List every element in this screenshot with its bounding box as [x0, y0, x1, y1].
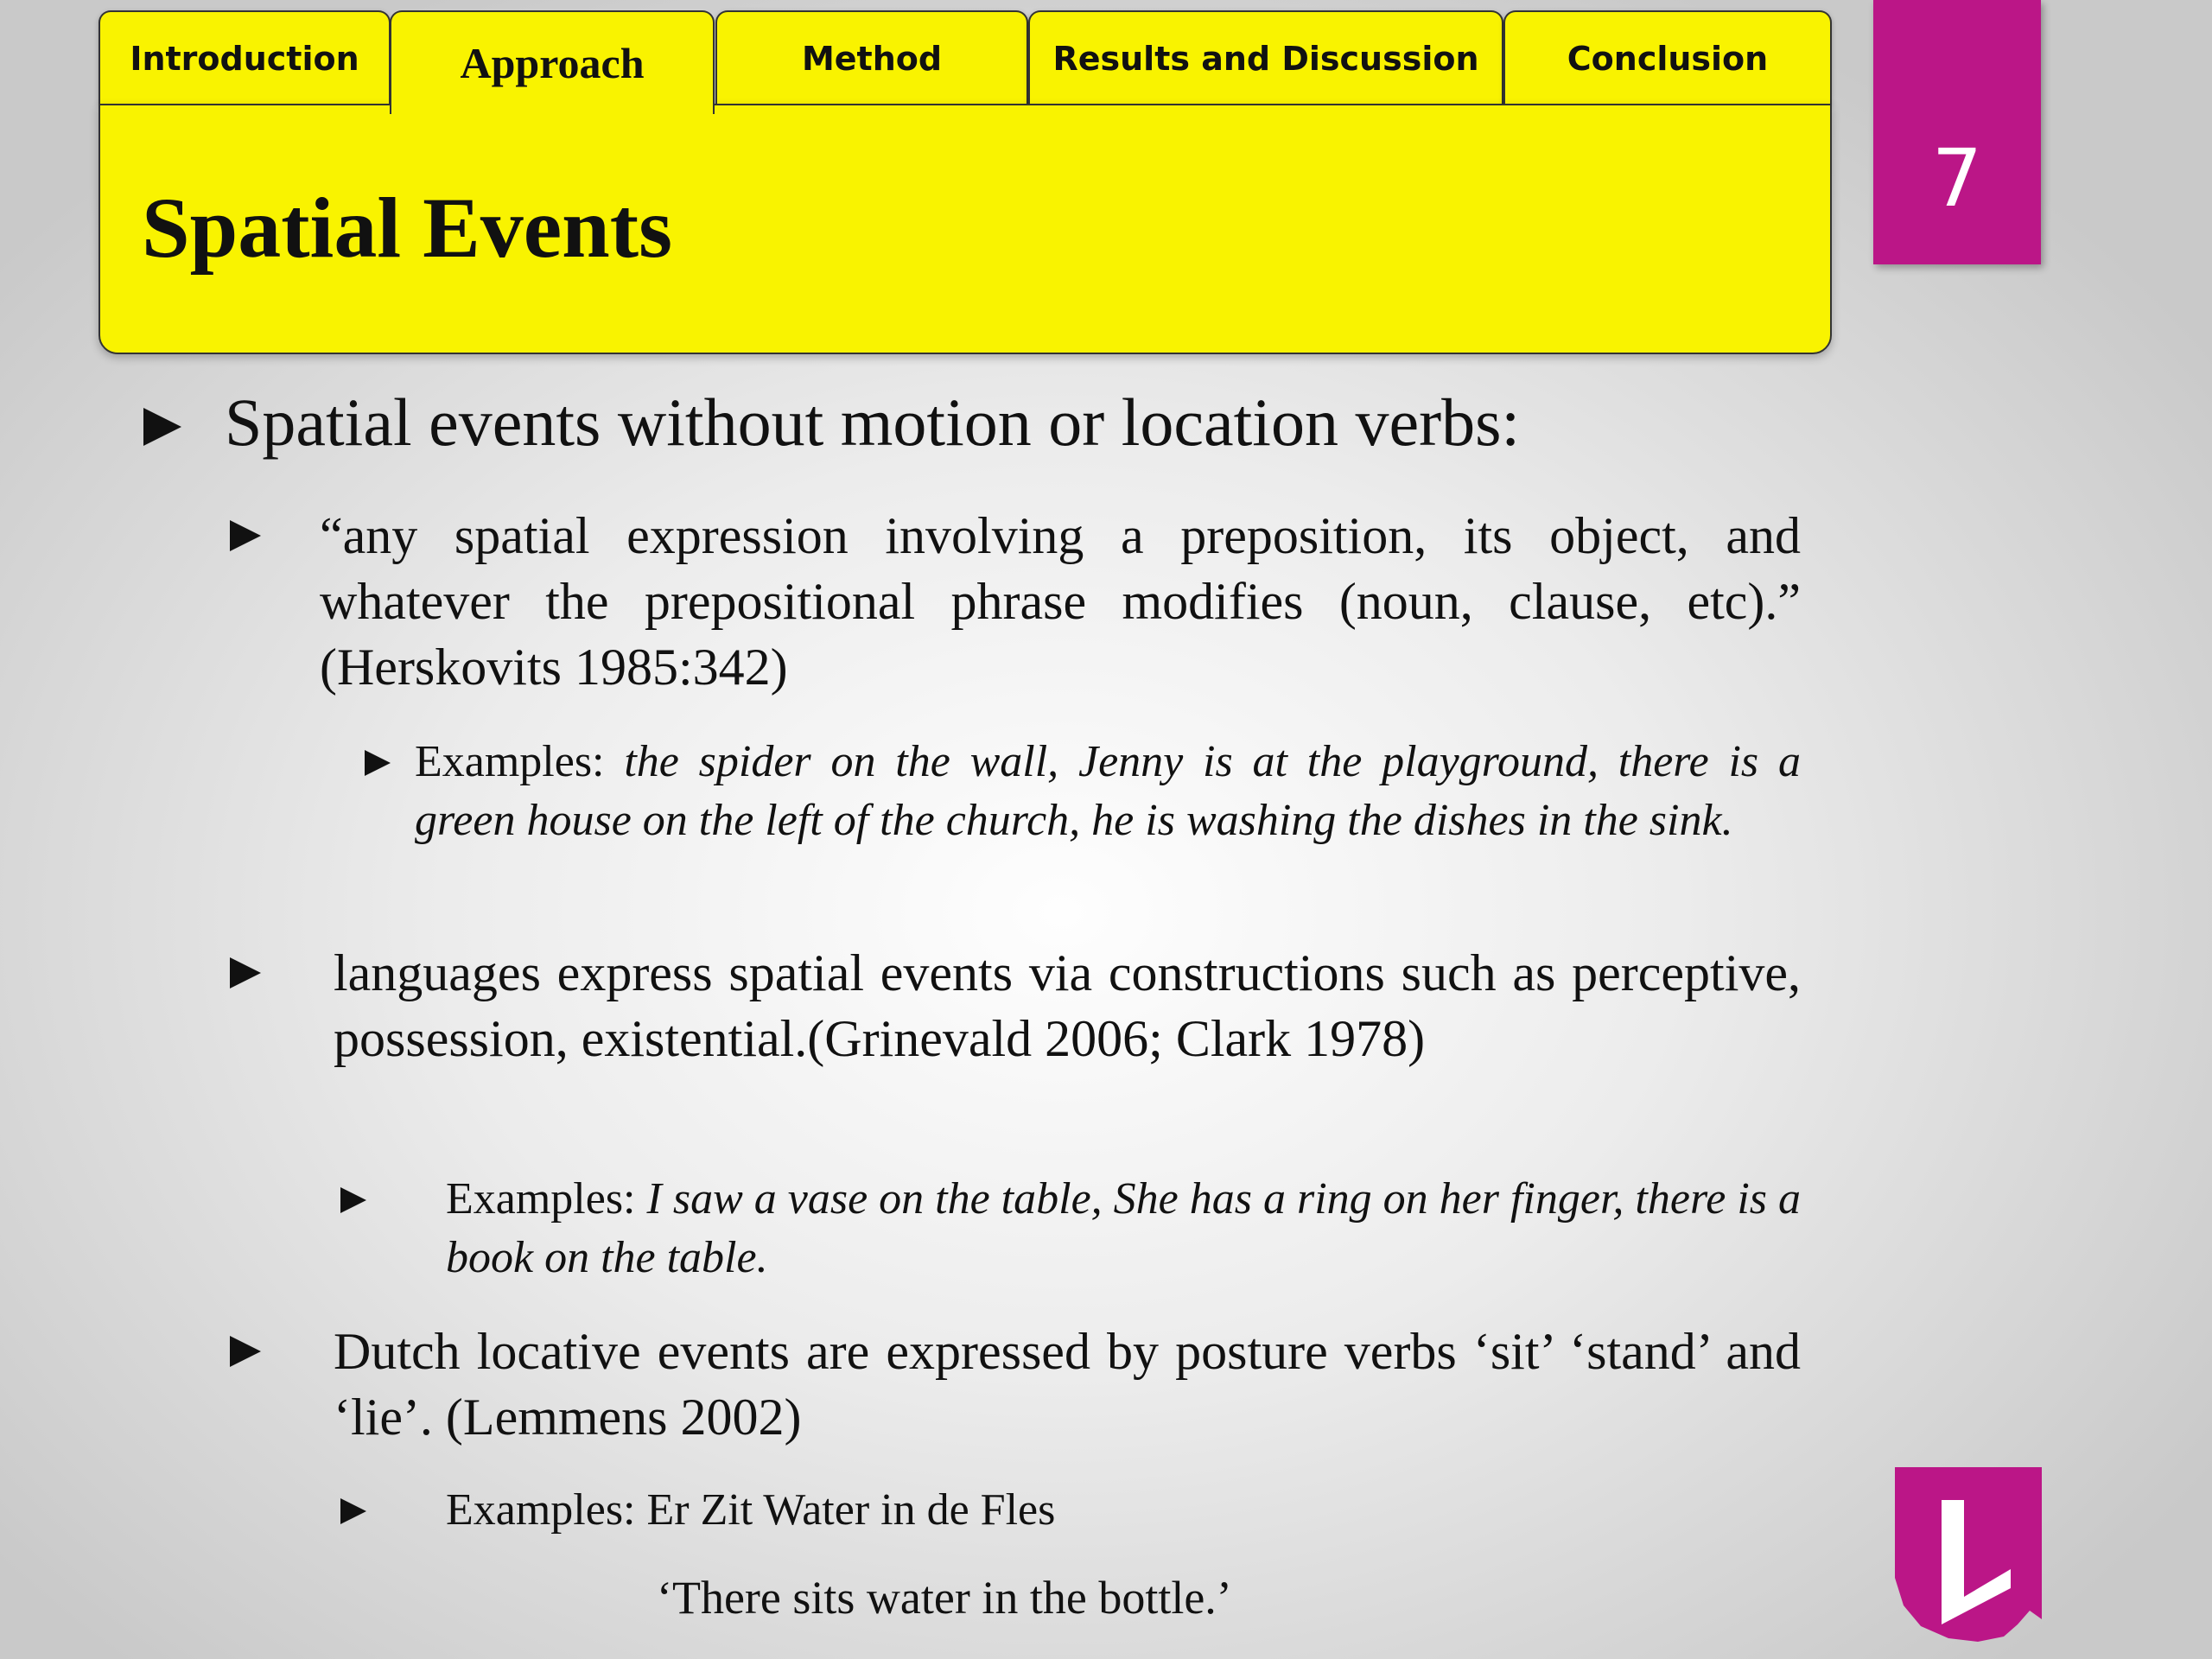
- bullet-dutch-posture-verbs: Dutch locative events are expressed by posture verbs ‘sit’ ‘stand’ and ‘lie’. (Lemmens 2002): [334, 1323, 1801, 1446]
- tab-approach[interactable]: Approach: [390, 10, 715, 114]
- tab-introduction[interactable]: Introduction: [99, 10, 391, 105]
- bullet-arrow-icon: [340, 1187, 366, 1213]
- bullet-arrow-icon: [230, 957, 261, 988]
- examples-label: Examples:: [415, 737, 625, 786]
- bullet-arrow-icon: [365, 750, 391, 776]
- tab-results-and-discussion[interactable]: Results and Discussion: [1028, 10, 1503, 105]
- slide-number: 7: [1931, 132, 1983, 225]
- bullet-arrow-icon: [340, 1498, 366, 1524]
- bullet-arrow-icon: [230, 520, 261, 551]
- examples-label: Examples:: [446, 1174, 647, 1224]
- examples-italic-text: the spider on the wall, Jenny is at the playground, there is a green house on the left of the church, he is washing the dishes in the sink.: [415, 737, 1801, 845]
- examples-italic-text: I saw a vase on the table, She has a ring on her finger, there is a book on the table.: [446, 1174, 1802, 1282]
- tab-conclusion[interactable]: Conclusion: [1503, 10, 1832, 105]
- title-banner: [99, 104, 1832, 354]
- university-shield-logo-icon: [1895, 1467, 2042, 1642]
- example-translation: ‘There sits water in the bottle.’: [657, 1572, 1232, 1624]
- examples-constructions: [446, 1170, 1801, 1287]
- page-title: Spatial Events: [142, 180, 673, 276]
- section-tabs: [99, 10, 1832, 107]
- bullet-arrow-icon: [230, 1336, 261, 1367]
- bullet-spatial-events: Spatial events without motion or location verbs:: [225, 385, 1521, 460]
- slide-number-badge: [1873, 0, 2041, 264]
- bullet-herskovits-definition: “any spatial expression involving a preposition, its object, and whatever the prepositional phrase modifies (noun, clause, etc).” (Herskovits 1985:342): [320, 507, 1801, 696]
- tab-method[interactable]: Method: [715, 10, 1028, 105]
- bullet-constructions: languages express spatial events via constructions such as perceptive, possession, existential.(Grinevald 2006; Clark 1978): [334, 944, 1801, 1067]
- bullet-arrow-icon: [143, 408, 181, 446]
- examples-herskovits: [415, 733, 1801, 850]
- examples-dutch: Examples: Er Zit Water in de Fles: [446, 1485, 1056, 1535]
